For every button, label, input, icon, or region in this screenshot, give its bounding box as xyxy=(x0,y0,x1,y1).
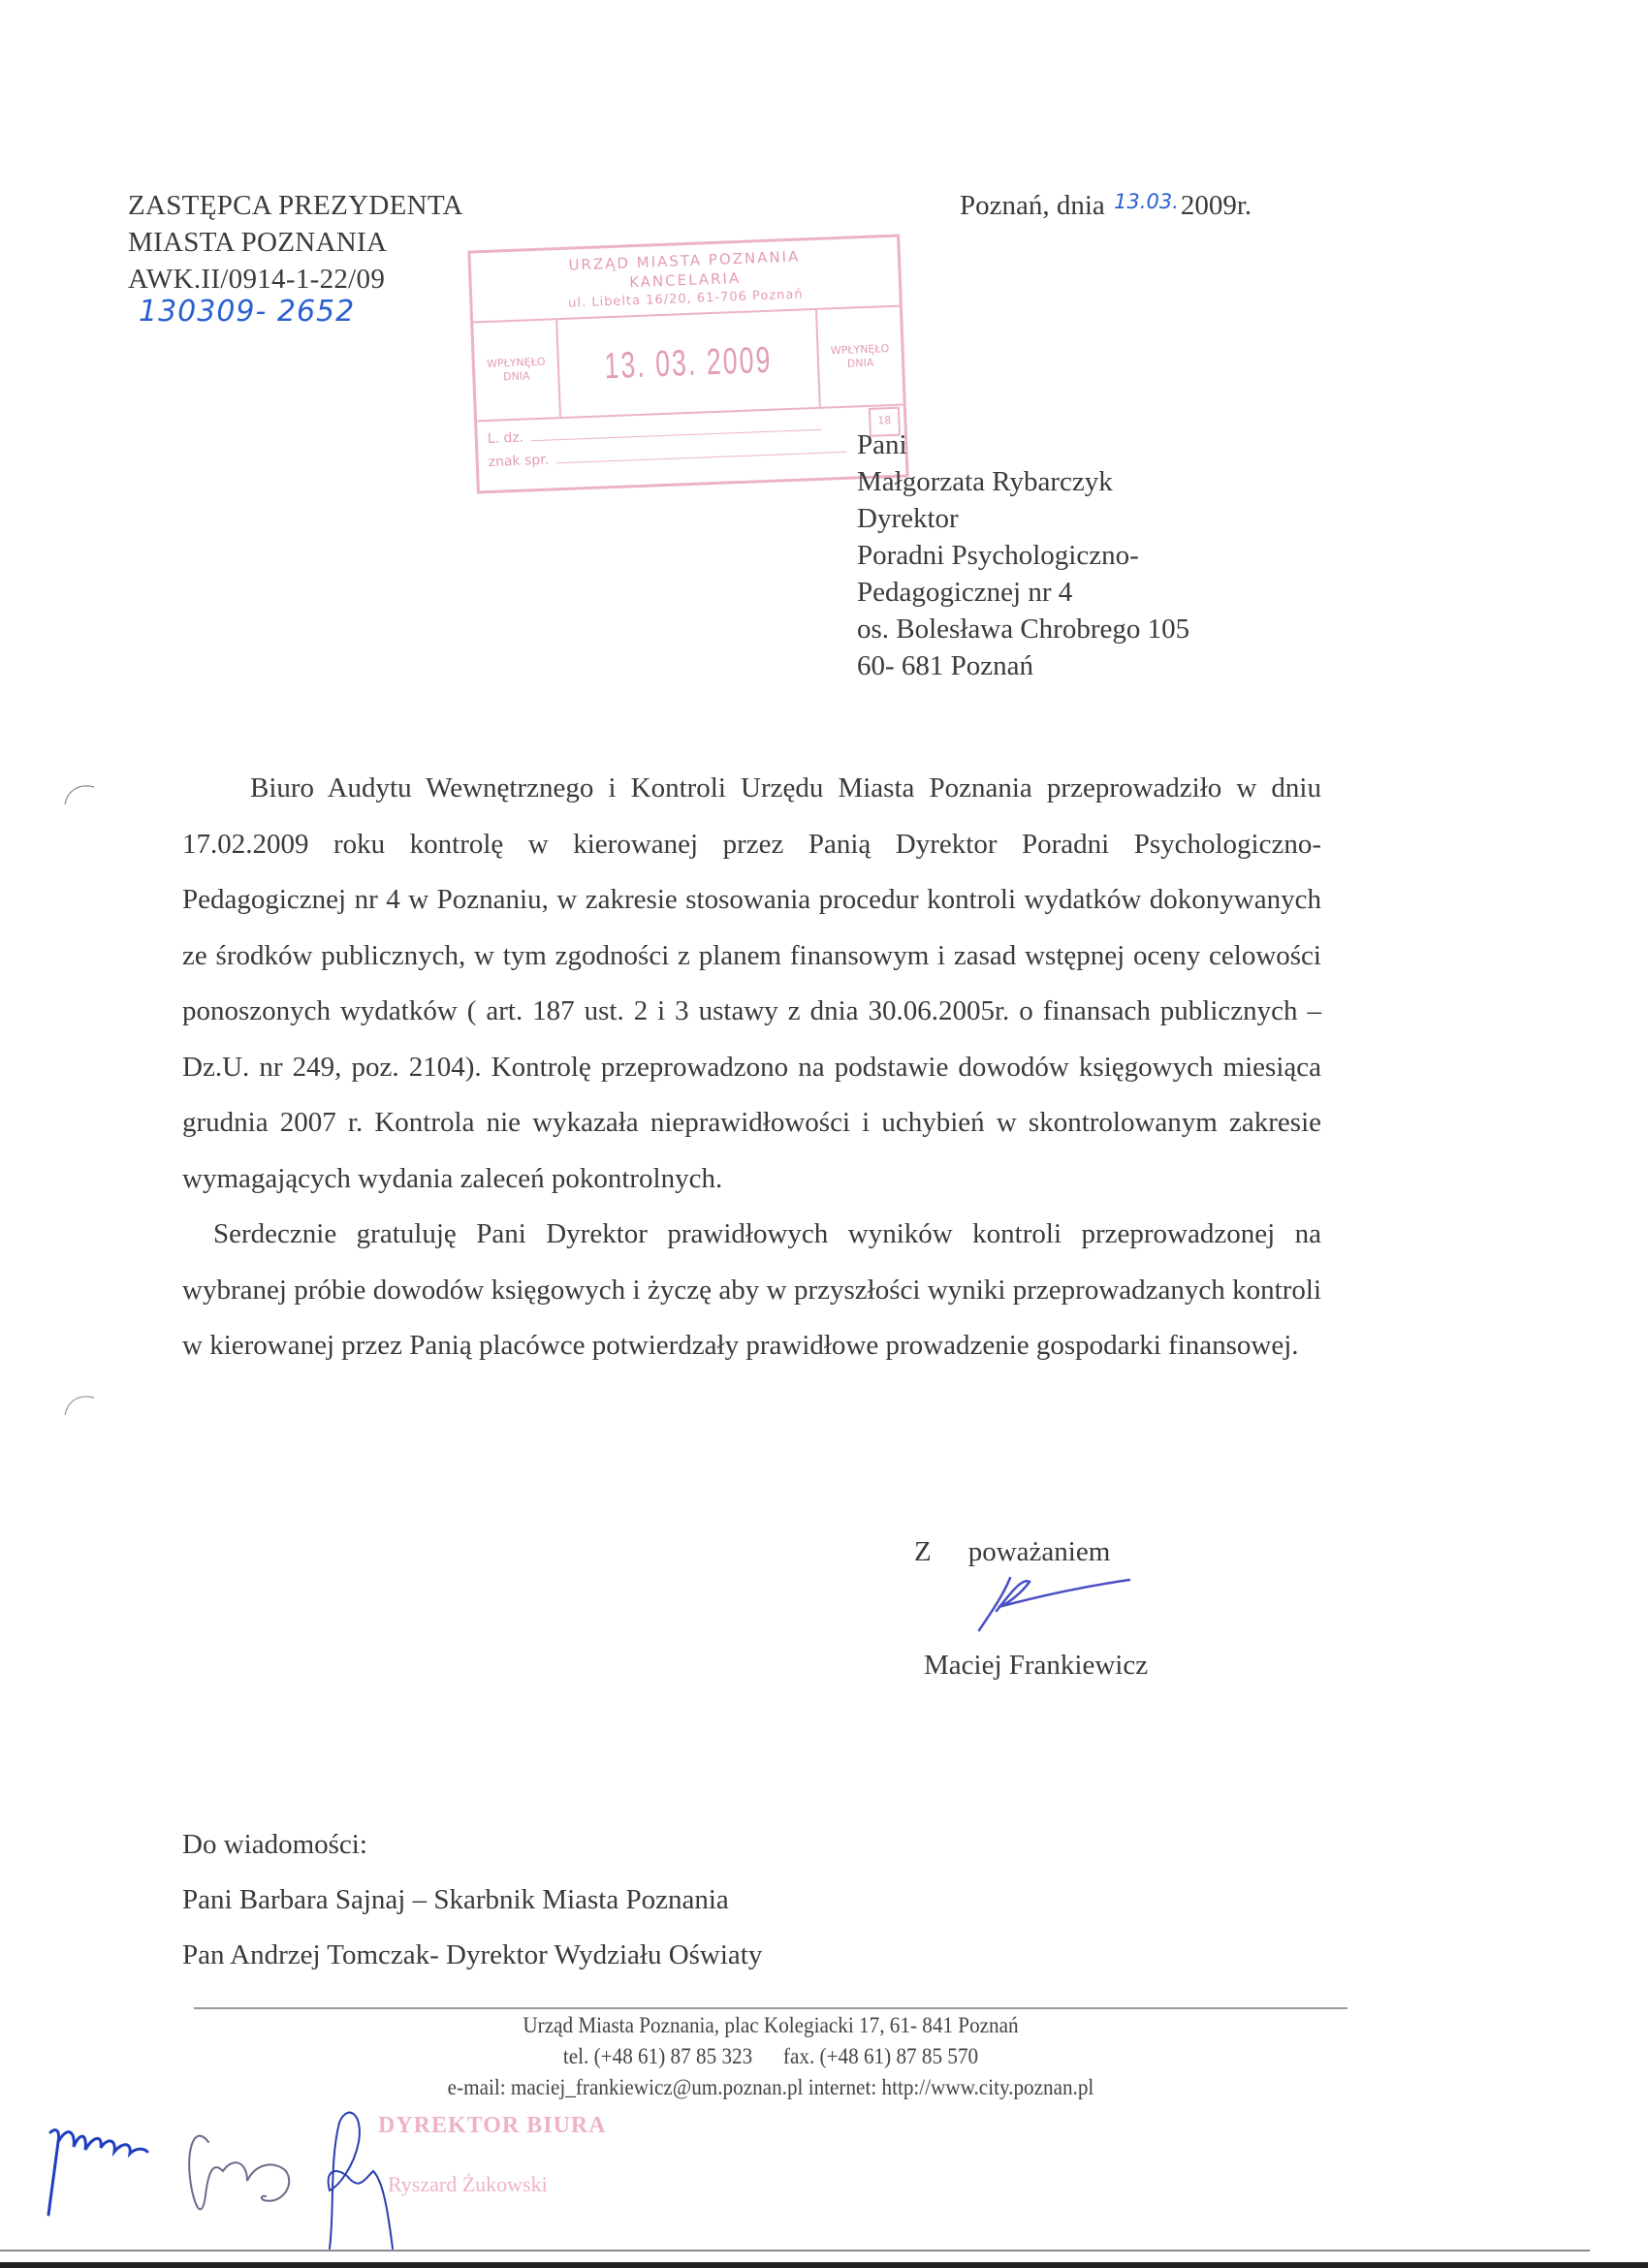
paraph-signatures-icon xyxy=(39,2103,640,2258)
recipient-institution-1: Poradni Psychologiczno- xyxy=(857,540,1139,571)
cc-block xyxy=(182,1817,762,1983)
stamp-office: URZĄD MIASTA POZNANIA xyxy=(568,247,801,274)
stamp-label: WPŁYNĘŁO xyxy=(830,342,890,358)
footer-address: Urząd Miasta Poznania, plac Kolegiacki 17, 61- 841 Poznań xyxy=(523,2013,1019,2037)
margin-mark-icon xyxy=(60,775,99,814)
signature-icon xyxy=(969,1570,1134,1638)
stamp-box: 18 xyxy=(869,407,901,437)
stamp-ldz-label: L. dz. xyxy=(487,429,524,448)
stamp-line xyxy=(556,452,847,464)
stamp-label: DNIA xyxy=(846,356,874,370)
footer-contact: e-mail: maciej_frankiewicz@um.poznan.pl internet: http://www.city.poznan.pl xyxy=(447,2075,1094,2099)
scan-edge-band xyxy=(0,2262,1648,2268)
stamp-znak-label: znak spr. xyxy=(488,452,550,470)
cc-heading: Do wiadomości: xyxy=(182,1829,367,1860)
stamp-label: DNIA xyxy=(502,369,530,384)
recipient-block xyxy=(857,426,1189,684)
stamp-received-label-right xyxy=(815,307,903,407)
date-suffix: 2009r. xyxy=(1180,190,1252,221)
body-paragraph-2: Serdecznie gratuluję Pani Dyrektor prawidłowych wyników kontroli przeprowadzonej na wybranej próbie dowodów księgowych i życzę aby w przyszłości wyniki przeprowadzanych kontroli w kierowanej przez Panią placówce potwierdzały prawidłowe prowadzenie gospodarki finansowej. xyxy=(182,1218,1321,1361)
receipt-stamp xyxy=(467,235,908,494)
recipient-name: Małgorzata Rybarczyk xyxy=(857,466,1113,497)
recipient-institution-2: Pedagogicznej nr 4 xyxy=(857,577,1073,608)
date-prefix: Poznań, dnia xyxy=(960,190,1105,221)
scan-edge-line xyxy=(0,2250,1590,2252)
margin-mark-icon xyxy=(60,1386,99,1425)
footer-phone: tel. (+48 61) 87 85 323 fax. (+48 61) 87 85 570 xyxy=(562,2044,979,2068)
recipient-title: Dyrektor xyxy=(857,503,959,534)
date-handwritten: 13.03. xyxy=(1114,190,1179,213)
stamp-received-label-left xyxy=(473,320,561,420)
signer-name: Maciej Frankiewicz xyxy=(924,1650,1149,1681)
cc-item-1: Pani Barbara Sajnaj – Skarbnik Miasta Poznania xyxy=(182,1884,729,1915)
handwritten-reference: 130309- 2652 xyxy=(139,295,356,329)
recipient-city: 60- 681 Poznań xyxy=(857,650,1034,681)
stamp-date-row xyxy=(473,307,903,423)
letter-date xyxy=(960,187,1252,226)
footer-divider xyxy=(194,2007,1347,2009)
closing xyxy=(914,1536,1110,1568)
cc-item-2: Pan Andrzej Tomczak- Dyrektor Wydziału Oświaty xyxy=(182,1939,763,1970)
recipient-street: os. Bolesława Chrobrego 105 xyxy=(857,614,1190,645)
sender-line-2: MIASTA POZNANIA xyxy=(128,227,388,258)
sender-block xyxy=(128,187,463,298)
stamp-label: WPŁYNĘŁO xyxy=(486,355,546,370)
recipient-salutation: Pani xyxy=(857,429,907,460)
closing-regards: poważaniem xyxy=(967,1536,1111,1567)
sender-line-1: ZASTĘPCA PREZYDENTA xyxy=(128,190,463,221)
director-stamp-title: DYREKTOR BIURA xyxy=(378,2113,607,2138)
footer xyxy=(194,2010,1347,2103)
reference-number: AWK.II/0914-1-22/09 xyxy=(128,264,386,295)
letter-body xyxy=(182,761,1321,1374)
body-paragraph-1: Biuro Audytu Wewnętrznego i Kontroli Urzędu Miasta Poznania przeprowadziło w dniu 17.02.2009 roku kontrolę w kierowanej przez Panią Dyrektor Poradni Psychologiczno- Pedagogicznej nr 4 w Poznaniu, w zakresie stosowania procedur kontroli wydatków dokonywanych ze środków publicznych, w tym zgodności z planem finansowym i zasad wstępnej oceny celowości ponoszonych wydatków ( art. 187 ust. 2 i 3 ustawy z dnia 30.06.2005r. o finansach publicznych – Dz.U. nr 249, poz. 2104). Kontrolę przeprowadzono na podstawie dowodów księgowych miesiąca grudnia 2007 r. Kontrola nie wykazała nieprawidłowości i uchybień w skontrolowanym zakresie wymagających wydania zaleceń pokontrolnych. xyxy=(182,772,1321,1194)
stamp-department: KANCELARIA xyxy=(628,268,742,292)
stamp-date: 13. 03. 2009 xyxy=(603,339,774,387)
director-stamp-name: Ryszard Żukowski xyxy=(388,2172,548,2196)
closing-z: Z xyxy=(914,1536,932,1567)
stamp-address: ul. Libelta 16/20, 61-706 Poznań xyxy=(567,287,804,311)
